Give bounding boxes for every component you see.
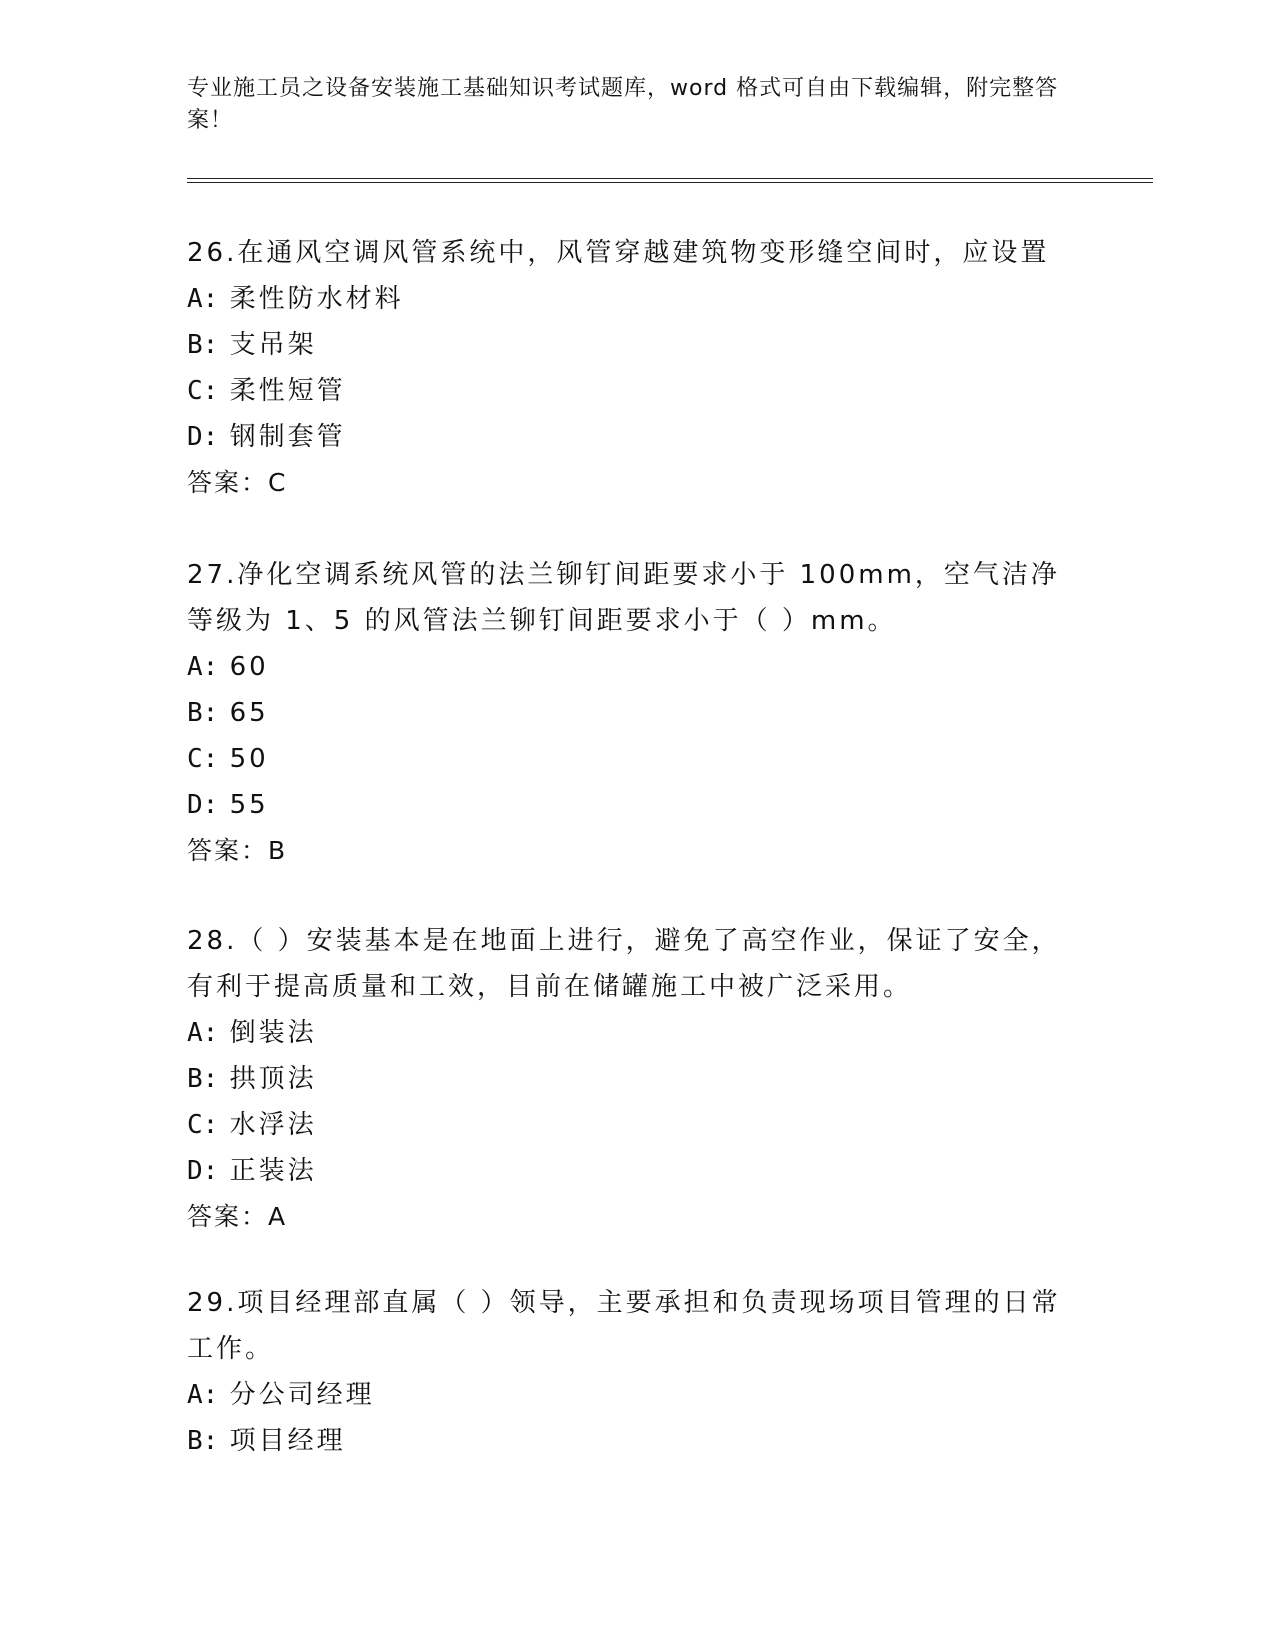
document-header: 专业施工员之设备安装施工基础知识考试题库，word 格式可自由下载编辑，附完整答案！ xyxy=(187,76,1059,133)
option-letter: D: xyxy=(187,1156,219,1186)
question-stem: 28.（ ）安装基本是在地面上进行，避免了高空作业，保证了安全，有利于提高质量和工效，目前在储罐施工中被广泛采用。 xyxy=(187,926,1061,1002)
option-d xyxy=(187,782,1087,828)
option-letter: D: xyxy=(187,790,219,820)
header-divider-bottom xyxy=(187,182,1153,183)
header-divider-top xyxy=(187,178,1153,179)
option-letter: A: xyxy=(187,284,219,314)
option-a xyxy=(187,276,1087,322)
option-text: 钢制套管 xyxy=(229,422,346,452)
option-b xyxy=(187,1056,1087,1102)
option-a xyxy=(187,1372,1087,1418)
option-b xyxy=(187,1418,1087,1464)
option-a xyxy=(187,644,1087,690)
option-text: 分公司经理 xyxy=(229,1380,375,1410)
option-letter: C: xyxy=(187,744,219,774)
option-d xyxy=(187,1148,1087,1194)
question-block xyxy=(187,230,1087,506)
option-c xyxy=(187,736,1087,782)
question-block xyxy=(187,918,1087,1240)
question-stem: 27.净化空调系统风管的法兰铆钉间距要求小于 100mm，空气洁净等级为 1、5 的风管法兰铆钉间距要求小于（ ）mm。 xyxy=(187,560,1060,636)
option-text: 60 xyxy=(229,652,269,682)
answer-line: 答案：C xyxy=(187,468,288,497)
answer-line: 答案：B xyxy=(187,836,288,865)
question-stem: 29.项目经理部直属（ ）领导，主要承担和负责现场项目管理的日常工作。 xyxy=(187,1288,1061,1364)
option-text: 65 xyxy=(229,698,269,728)
option-letter: A: xyxy=(187,1018,219,1048)
option-text: 50 xyxy=(229,744,269,774)
option-text: 倒装法 xyxy=(229,1018,317,1048)
answer-line: 答案：A xyxy=(187,1202,288,1231)
option-letter: B: xyxy=(187,1426,219,1456)
option-text: 支吊架 xyxy=(229,330,317,360)
option-b xyxy=(187,690,1087,736)
option-text: 55 xyxy=(229,790,269,820)
option-letter: A: xyxy=(187,1380,219,1410)
option-letter: A: xyxy=(187,652,219,682)
option-letter: B: xyxy=(187,1064,219,1094)
option-text: 柔性防水材料 xyxy=(229,284,404,314)
option-c xyxy=(187,1102,1087,1148)
option-text: 水浮法 xyxy=(229,1110,317,1140)
question-stem: 26.在通风空调风管系统中，风管穿越建筑物变形缝空间时，应设置 xyxy=(187,238,1050,268)
option-text: 项目经理 xyxy=(229,1426,346,1456)
option-c xyxy=(187,368,1087,414)
option-letter: C: xyxy=(187,1110,219,1140)
option-letter: B: xyxy=(187,330,219,360)
option-text: 正装法 xyxy=(229,1156,317,1186)
option-b xyxy=(187,322,1087,368)
option-text: 柔性短管 xyxy=(229,376,346,406)
option-letter: B: xyxy=(187,698,219,728)
question-block xyxy=(187,552,1087,874)
option-text: 拱顶法 xyxy=(229,1064,317,1094)
option-letter: D: xyxy=(187,422,219,452)
question-block xyxy=(187,1280,1087,1464)
option-letter: C: xyxy=(187,376,219,406)
option-d xyxy=(187,414,1087,460)
option-a xyxy=(187,1010,1087,1056)
